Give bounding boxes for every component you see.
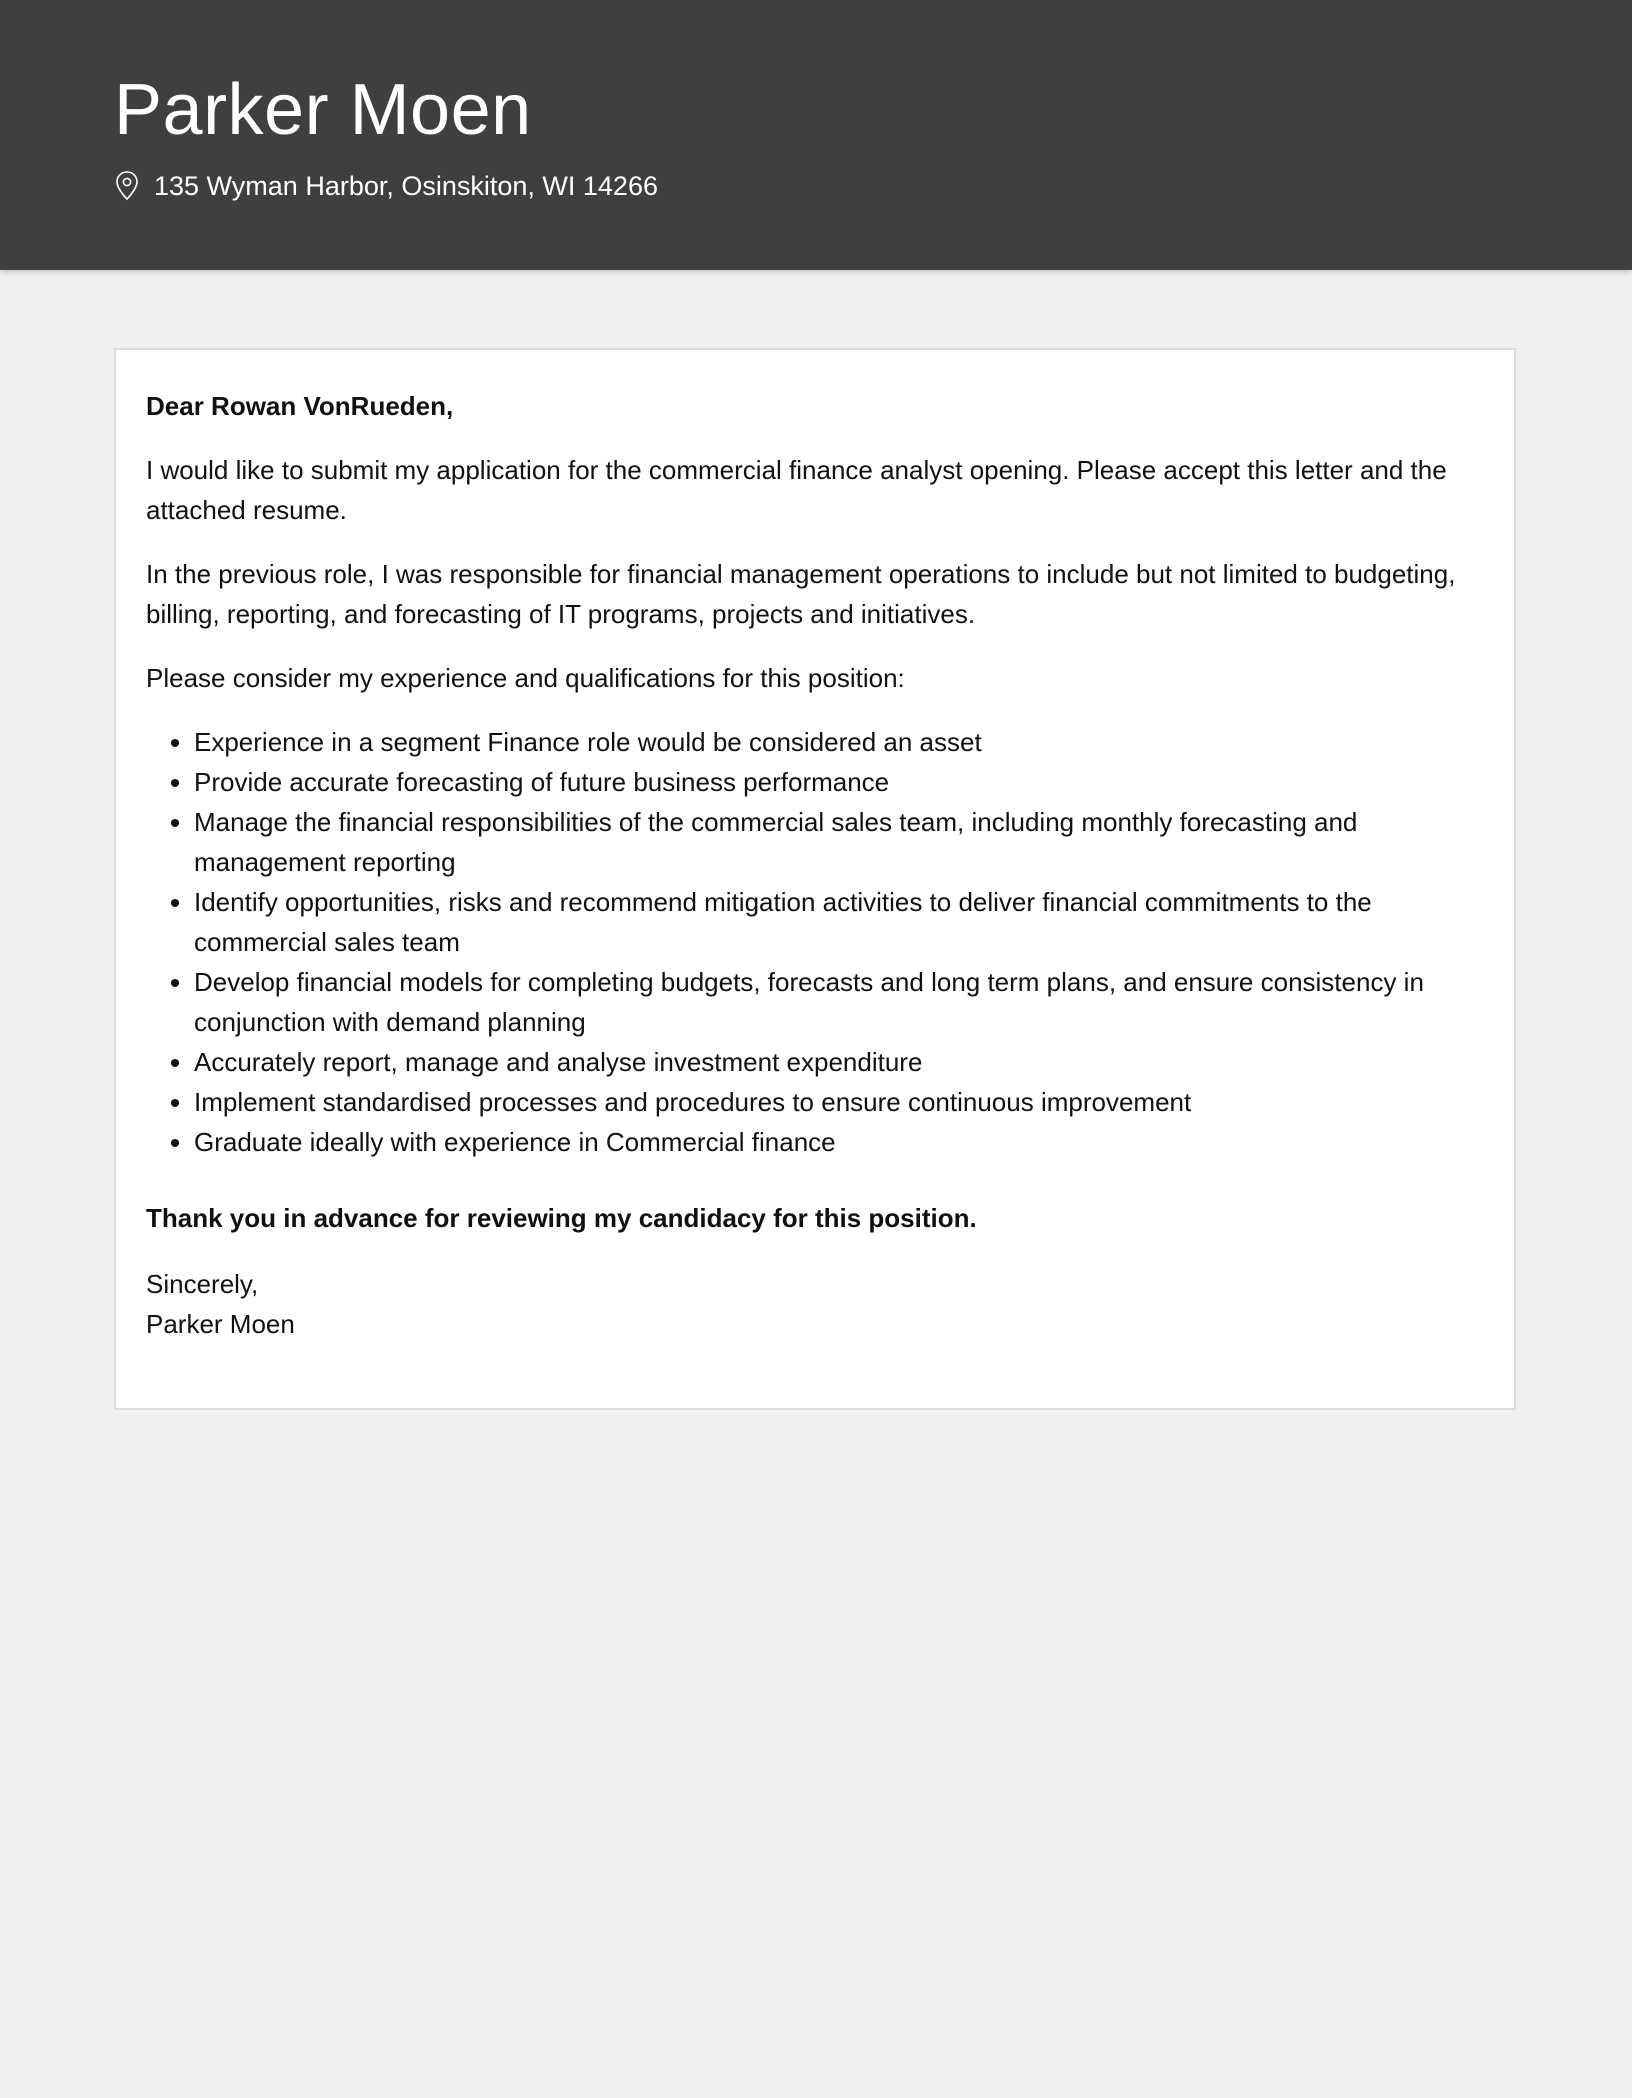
- list-item: • Develop financial models for completing budgets, forecasts and long term plans, and ensure consistency in conjunction with demand planning: [194, 962, 1484, 1042]
- paragraph: I would like to submit my application for the commercial finance analyst opening. Please accept this letter and the attached resume.: [146, 455, 1447, 525]
- list-item: • Graduate ideally with experience in Commercial finance: [194, 1122, 1484, 1162]
- salutation: Dear Rowan VonRueden,: [146, 391, 454, 421]
- list-item: • Identify opportunities, risks and recommend mitigation activities to deliver financial commitments to the commercial sales team: [194, 882, 1484, 962]
- paragraph: In the previous role, I was responsible for financial management operations to include but not limited to budgeting, billing, reporting, and forecasting of IT programs, projects and initiatives.: [146, 559, 1456, 629]
- list-item: • Experience in a segment Finance role would be considered an asset: [194, 722, 1484, 762]
- address-text: 135 Wyman Harbor, Osinskiton, WI 14266: [154, 171, 658, 201]
- letter-card: [114, 348, 1516, 1410]
- header-banner: [0, 0, 1632, 270]
- list-item: • Manage the financial responsibilities of the commercial sales team, including monthly forecasting and management reporting: [194, 802, 1484, 882]
- applicant-name: Parker Moen: [114, 70, 532, 150]
- signoff: Sincerely,: [146, 1269, 259, 1299]
- list-item: • Accurately report, manage and analyse investment expenditure: [194, 1042, 1484, 1082]
- paragraph: Please consider my experience and qualifications for this position:: [146, 663, 905, 693]
- list-item: • Implement standardised processes and procedures to ensure continuous improvement: [194, 1082, 1484, 1122]
- list-item: • Provide accurate forecasting of future business performance: [194, 762, 1484, 802]
- closing-statement: Thank you in advance for reviewing my candidacy for this position.: [146, 1203, 977, 1233]
- qualifications-list: [146, 722, 1484, 1162]
- map-pin-icon: [114, 170, 140, 202]
- signature: Parker Moen: [146, 1309, 295, 1339]
- address-row: [114, 166, 658, 206]
